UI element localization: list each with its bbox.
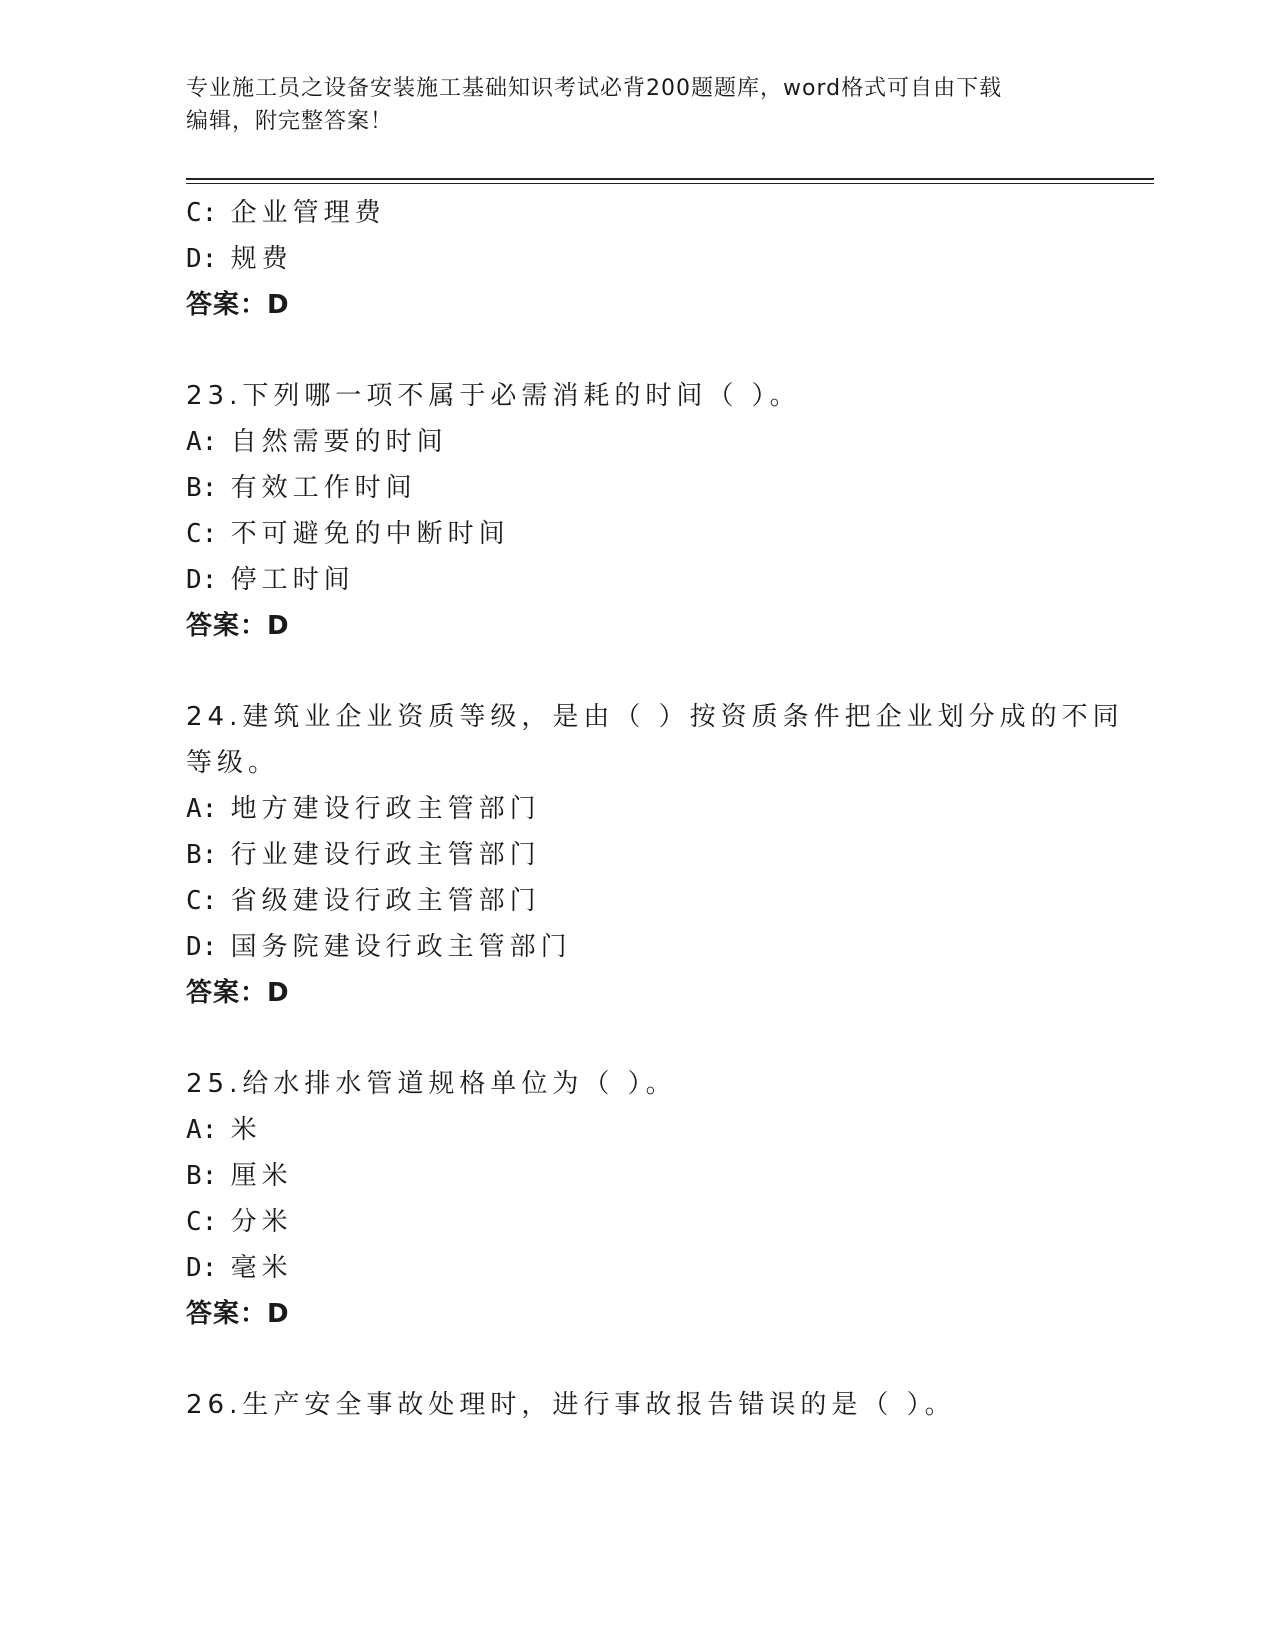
option-b: B: 行业建设行政主管部门 xyxy=(186,840,541,870)
header-line-2: 编辑，附完整答案！ xyxy=(186,109,394,134)
answer: 答案：D xyxy=(186,290,290,320)
option-b: B: 有效工作时间 xyxy=(186,473,417,503)
document-header xyxy=(186,72,1086,138)
question-stem: 26.生产安全事故处理时，进行事故报告错误的是（ ）。 xyxy=(186,1390,956,1420)
option-a: A: 自然需要的时间 xyxy=(186,427,448,457)
option-a: A: 米 xyxy=(186,1115,262,1145)
option-d: D: 毫米 xyxy=(186,1253,293,1283)
option-c: C: 不可避免的中断时间 xyxy=(186,519,510,549)
option-d: D: 国务院建设行政主管部门 xyxy=(186,932,572,962)
option-d: D: 规费 xyxy=(186,244,293,274)
option-c: C: 省级建设行政主管部门 xyxy=(186,886,541,916)
option-d: D: 停工时间 xyxy=(186,565,355,595)
option-b: B: 厘米 xyxy=(186,1161,293,1191)
answer: 答案：D xyxy=(186,611,290,641)
question-stem: 24.建筑业企业资质等级，是由（ ）按资质条件把企业划分成的不同 xyxy=(186,702,1124,732)
header-rule-thin xyxy=(186,183,1154,184)
header-line-1: 专业施工员之设备安装施工基础知识考试必背200题题库，word格式可自由下载 xyxy=(186,76,1003,101)
header-rule-thick xyxy=(186,178,1154,180)
option-c: C: 分米 xyxy=(186,1207,293,1237)
answer: 答案：D xyxy=(186,1299,290,1329)
option-c: C: 企业管理费 xyxy=(186,198,386,228)
question-stem: 23.下列哪一项不属于必需消耗的时间（ ）。 xyxy=(186,381,801,411)
question-content xyxy=(186,190,1124,1428)
question-stem-continued: 等级。 xyxy=(186,748,280,778)
option-a: A: 地方建设行政主管部门 xyxy=(186,794,541,824)
answer: 答案：D xyxy=(186,978,290,1008)
question-stem: 25.给水排水管道规格单位为（ ）。 xyxy=(186,1069,677,1099)
